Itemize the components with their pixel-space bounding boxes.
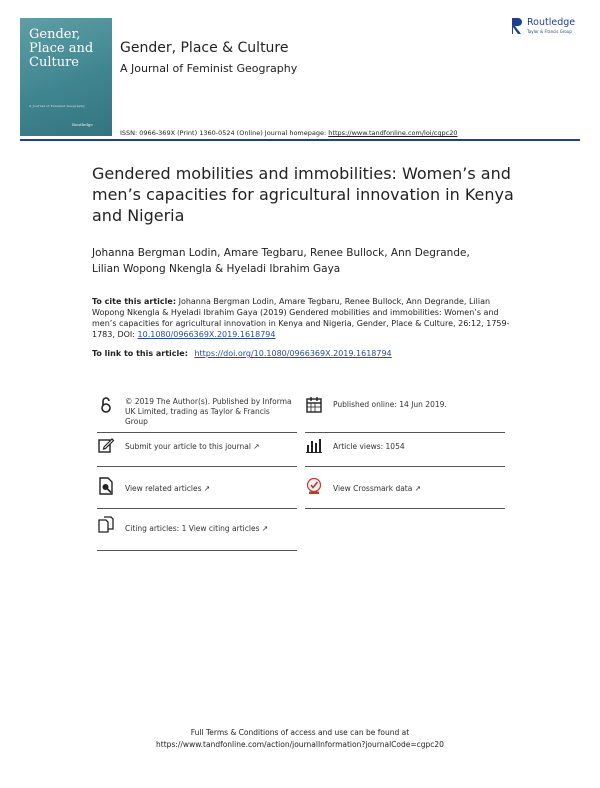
cover-subtitle: A Journal of Feminist Geography: [29, 104, 85, 108]
citation-doi-link[interactable]: 10.1080/0966369X.2019.1618794: [137, 330, 276, 339]
citation-text: Johanna Bergman Lodin, Amare Tegbaru, Renee Bullock, Ann Degrande, Lilian Wopong Nkengla & Hyeladi Ibrahim Gaya (2019) Gendered mobilities and immobilities: Women’s and men’s capacities for agricultural innovation in Kenya and Nigeria, Gender, Place & Culture, 26:12, 1759-1783, DOI:: [92, 297, 510, 339]
journal-subtitle: A Journal of Feminist Geography: [120, 62, 298, 75]
external-link-icon: ↗: [253, 442, 260, 451]
cover-title-line: Place and: [29, 41, 94, 56]
citation-label: To cite this article:: [92, 297, 177, 306]
routledge-r-icon: [510, 16, 524, 36]
citation-block: [92, 296, 512, 340]
footer-url[interactable]: https://www.tandfonline.com/action/journalInformation?journalCode=cgpc20: [156, 740, 444, 749]
authors-line: Lilian Wopong Nkengla & Hyeladi Ibrahim Gaya: [92, 263, 341, 275]
license-text: © 2019 The Author(s). Published by Informa UK Limited, trading as Taylor & Francis Group: [125, 397, 292, 426]
views-text: Article views: 1054: [333, 442, 405, 451]
info-divider: [97, 508, 297, 509]
authors-line: Johanna Bergman Lodin, Amare Tegbaru, Renee Bullock, Ann Degrande,: [92, 247, 470, 259]
related-text: View related articles: [125, 484, 202, 493]
documents-icon: [97, 516, 115, 534]
article-doi-link[interactable]: https://doi.org/10.1080/0966369X.2019.1618794: [194, 349, 392, 358]
citing-text: Citing articles: 1 View citing articles: [125, 524, 260, 533]
header-rule: [20, 139, 580, 141]
cover-title-line: Culture: [29, 55, 79, 70]
external-link-icon: ↗: [414, 484, 422, 493]
crossmark-icon: [305, 477, 323, 495]
submit-text: Submit your article to this journal: [125, 442, 251, 451]
article-link-label: To link to this article:: [92, 349, 188, 358]
cover-title-line: Gender,: [29, 27, 81, 42]
published-text: Published online: 14 Jun 2019.: [333, 400, 447, 409]
issn-text: ISSN: 0966-369X (Print) 1360-0524 (Online) Journal homepage:: [120, 129, 327, 137]
routledge-name: Routledge: [527, 17, 576, 28]
info-divider: [305, 466, 505, 467]
citing-label-wrap: [125, 524, 268, 534]
article-title: Gendered mobilities and immobilities: Women’s and men’s capacities for agricultural innovation in Kenya and Nigeria: [92, 164, 514, 225]
cover-title: [29, 28, 106, 70]
edit-icon: [97, 436, 115, 454]
routledge-tagline: Taylor & Francis Group: [527, 29, 572, 34]
related-label-wrap: [125, 484, 210, 494]
crossmark-text: View Crossmark data: [333, 484, 413, 493]
article-link-line: [92, 349, 532, 358]
info-divider: [97, 550, 297, 551]
open-access-icon: [97, 396, 115, 414]
info-divider: [305, 508, 505, 509]
issn-line: [120, 129, 457, 137]
calendar-icon: [305, 396, 323, 414]
bar-chart-icon: [305, 436, 323, 454]
journal-homepage-link[interactable]: https://www.tandfonline.com/loi/cgpc20: [328, 129, 458, 137]
journal-cover: [20, 18, 112, 136]
submit-label-wrap: [125, 442, 260, 452]
external-link-icon: ↗: [203, 484, 211, 493]
article-authors: [92, 245, 532, 277]
routledge-logo: [510, 16, 590, 38]
info-divider: [97, 466, 297, 467]
footer: [0, 727, 600, 751]
cover-publisher: Routledge: [72, 122, 93, 127]
search-document-icon: [97, 477, 115, 495]
info-divider: [97, 432, 297, 433]
external-link-icon: ↗: [261, 524, 269, 533]
info-divider: [305, 432, 505, 433]
crossmark-label-wrap: [333, 484, 421, 494]
footer-terms: Full Terms & Conditions of access and use can be found at: [190, 728, 410, 737]
journal-title: Gender, Place & Culture: [120, 40, 289, 56]
